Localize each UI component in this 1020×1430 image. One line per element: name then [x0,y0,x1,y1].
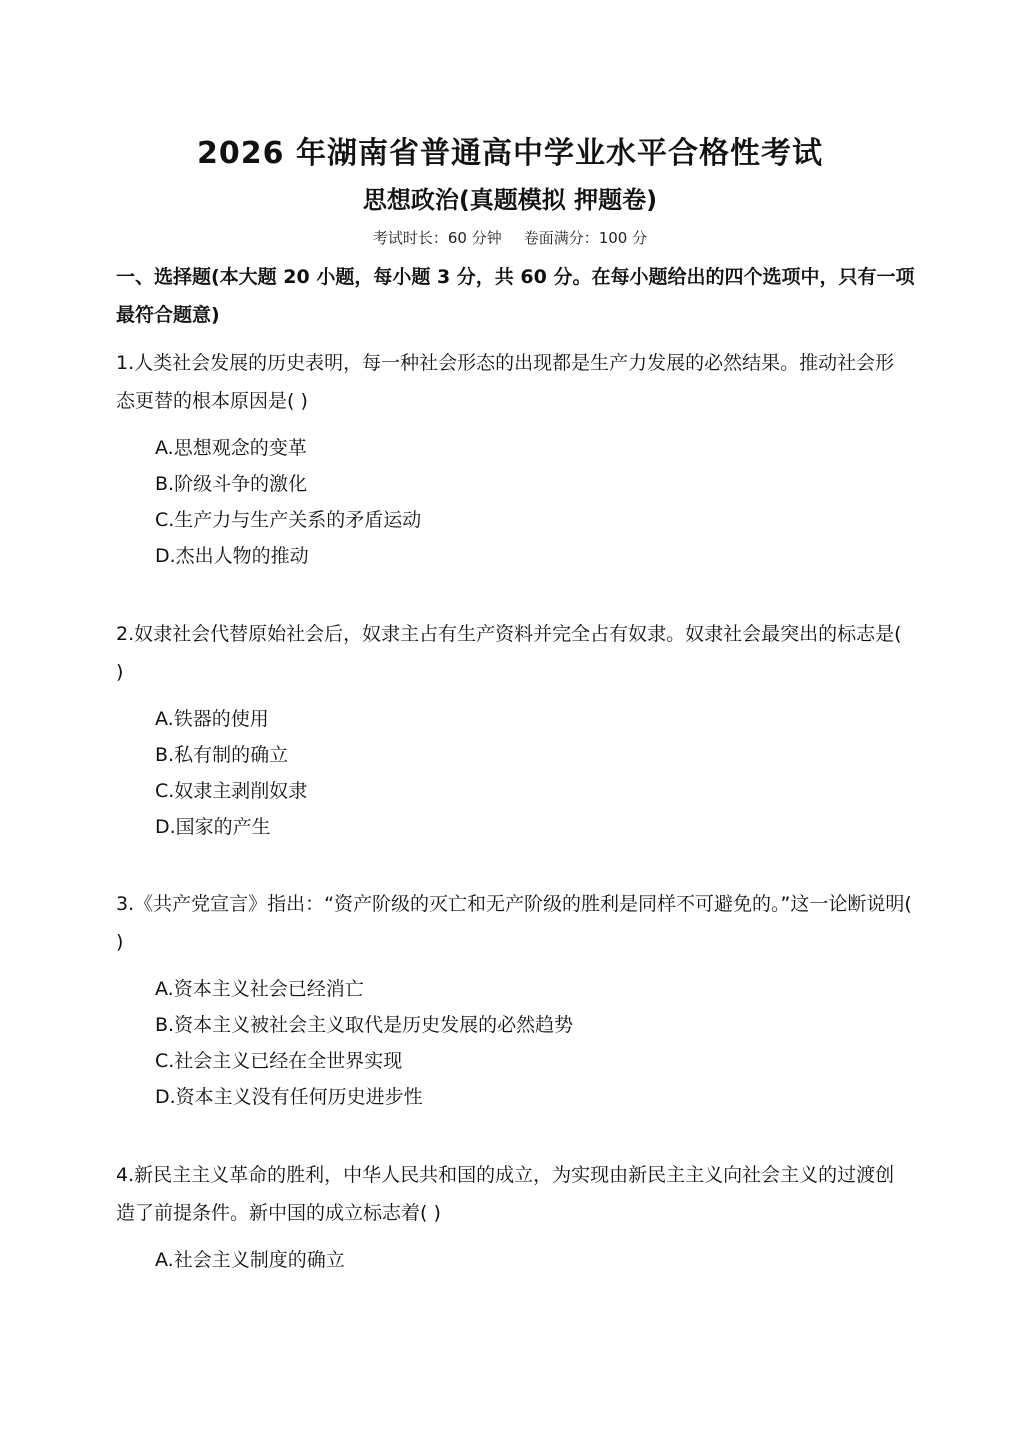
question-2-option-a: A.铁器的使用 [155,708,269,730]
exam-full-score: 卷面满分：100 分 [523,229,648,247]
question-1-option-c: C.生产力与生产关系的矛盾运动 [155,509,422,531]
exam-subtitle: 思想政治(真题模拟 押题卷) [362,186,658,214]
question-2-option-d: D.国家的产生 [155,816,271,838]
question-3-option-b: B.资本主义被社会主义取代是历史发展的必然趋势 [155,1014,574,1036]
question-4-option-a: A.社会主义制度的确立 [155,1249,345,1271]
question-3-option-a: A.资本主义社会已经消亡 [155,978,364,1000]
question-2-option-b: B.私有制的确立 [155,744,289,766]
exam-meta [0,224,1020,252]
exam-duration: 考试时长：60 分钟 [372,229,502,247]
question-2-stem: 2.奴隶社会代替原始社会后，奴隶主占有生产资料并完全占有奴隶。奴隶社会最突出的标志是( ) [116,623,902,683]
question-1-option-d: D.杰出人物的推动 [155,545,309,567]
question-1-stem: 1.人类社会发展的历史表明，每一种社会形态的出现都是生产力发展的必然结果。推动社会形态更替的根本原因是( ) [116,352,895,412]
exam-title: 2026 年湖南省普通高中学业水平合格性考试 [197,136,823,171]
question-3-stem: 3.《共产党宣言》指出：“资产阶级的灭亡和无产阶级的胜利是同样不可避免的。”这一论断说明( ) [116,893,912,953]
section-heading: 一、选择题(本大题 20 小题，每小题 3 分，共 60 分。在每小题给出的四个选项中，只有一项最符合题意) [116,266,915,326]
question-4-stem: 4.新民主主义革命的胜利，中华人民共和国的成立，为实现由新民主主义向社会主义的过渡创造了前提条件。新中国的成立标志着( ) [116,1164,895,1224]
question-2-option-c: C.奴隶主剥削奴隶 [155,780,308,802]
question-3-option-d: D.资本主义没有任何历史进步性 [155,1086,423,1108]
question-1-option-a: A.思想观念的变革 [155,437,307,459]
question-1-option-b: B.阶级斗争的激化 [155,473,308,495]
question-3-option-c: C.社会主义已经在全世界实现 [155,1050,403,1072]
